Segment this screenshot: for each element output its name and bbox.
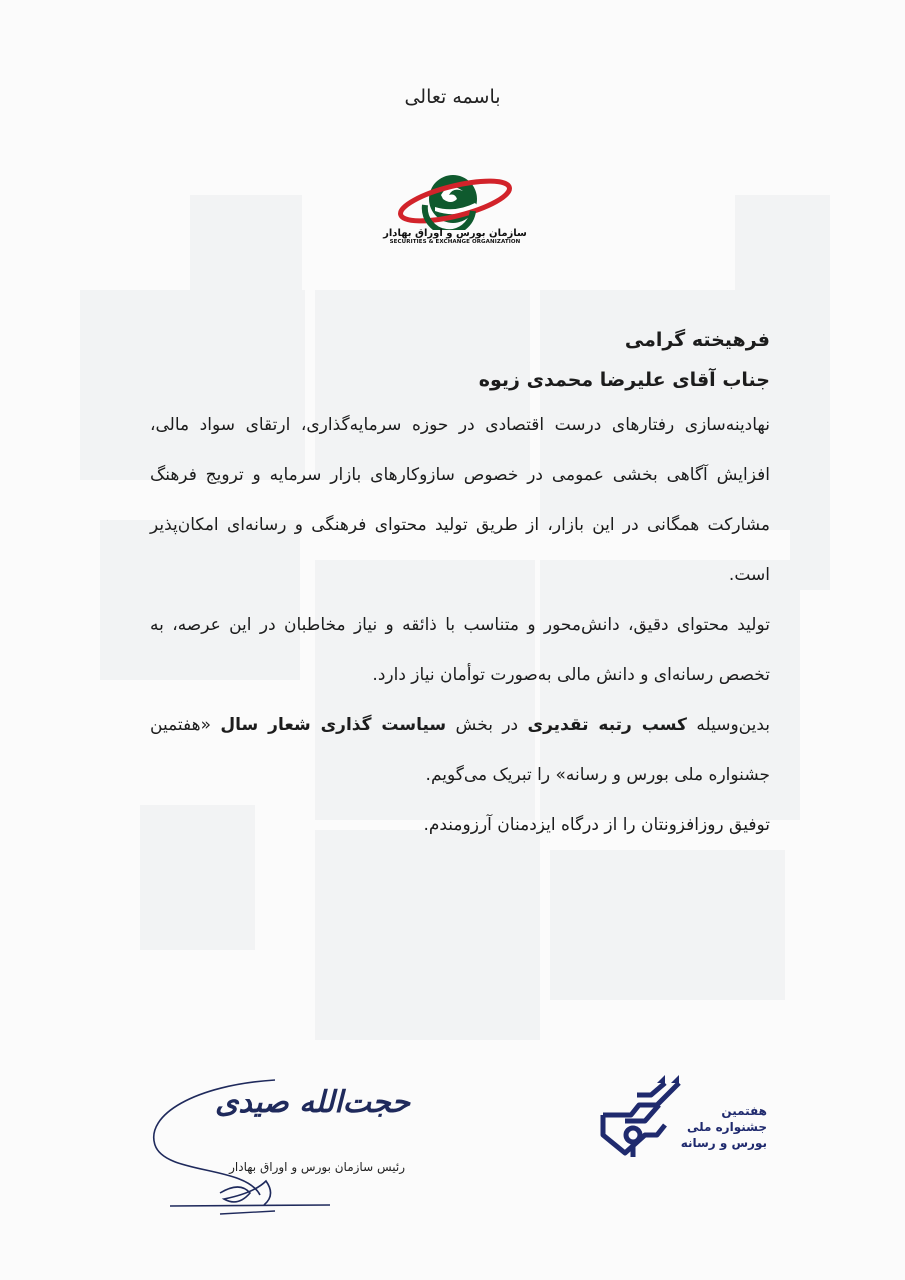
- award-rank: کسب رتبه تقدیری: [527, 715, 687, 735]
- invocation-heading: باسمه تعالی: [404, 86, 501, 108]
- background-tile: [315, 830, 540, 1040]
- signatory-name: حجت‌الله صیدی: [214, 1085, 410, 1120]
- festival-line: بورس و رسانه: [680, 1136, 767, 1150]
- background-tile: [190, 195, 302, 295]
- background-tile: [550, 850, 785, 1000]
- festival-line: جشنواره ملی: [686, 1120, 767, 1134]
- festival-name: [677, 1103, 767, 1151]
- logo-name-fa: سازمان بورس و اوراق بهادار: [383, 228, 527, 239]
- festival-line: هفتمین: [721, 1104, 767, 1118]
- paragraph: نهادینه‌سازی رفتارهای درست اقتصادی در حوزه سرمایه‌گذاری، ارتقای سواد مالی، افزایش آگاهی بخشی عمومی در خصوص سازوکارهای بازار سرمایه و ترویج فرهنگ مشارکت همگانی در این بازار، از طریق تولید محتوای فرهنگی و رسانه‌ای امکان‌پذیر است.: [150, 415, 770, 585]
- logo-name-en: SECURITIES & EXCHANGE ORGANIZATION: [389, 239, 521, 245]
- paragraph: تولید محتوای دقیق، دانش‌محور و متناسب با ذائقه و نیاز مخاطبان در این عرصه، به تخصص رسانه‌ای و دانش مالی به‌صورت توأمان نیاز دارد.: [150, 615, 770, 685]
- letter-paragraphs: [150, 400, 770, 850]
- salutation: فرهیخته گرامی: [624, 329, 770, 351]
- letter-body: [150, 320, 770, 850]
- congrats-mid: در بخش: [446, 715, 528, 735]
- recipient-name: جناب آقای علیرضا محمدی زیوه: [478, 369, 770, 391]
- signature-block: [135, 1075, 415, 1225]
- securities-exchange-organization-logo-icon: [395, 165, 515, 230]
- congrats-prefix: بدین‌وسیله: [686, 715, 771, 735]
- background-tile: [735, 195, 830, 290]
- congratulation-paragraph: [150, 700, 770, 800]
- award-category: سیاست گذاری شعار سال: [220, 715, 447, 735]
- signatory-title: رئیس سازمان بورس و اوراق بهادار: [229, 1160, 405, 1174]
- congrats-suffix: «هفتمین جشنواره ملی بورس و رسانه» را تبریک می‌گویم.: [150, 715, 770, 785]
- closing-line: توفیق روزافزونتان را از درگاه ایزدمنان آرزومندم.: [423, 815, 770, 835]
- seo-logo: [375, 165, 535, 265]
- festival-logo: [595, 1075, 795, 1170]
- background-tile: [790, 530, 830, 590]
